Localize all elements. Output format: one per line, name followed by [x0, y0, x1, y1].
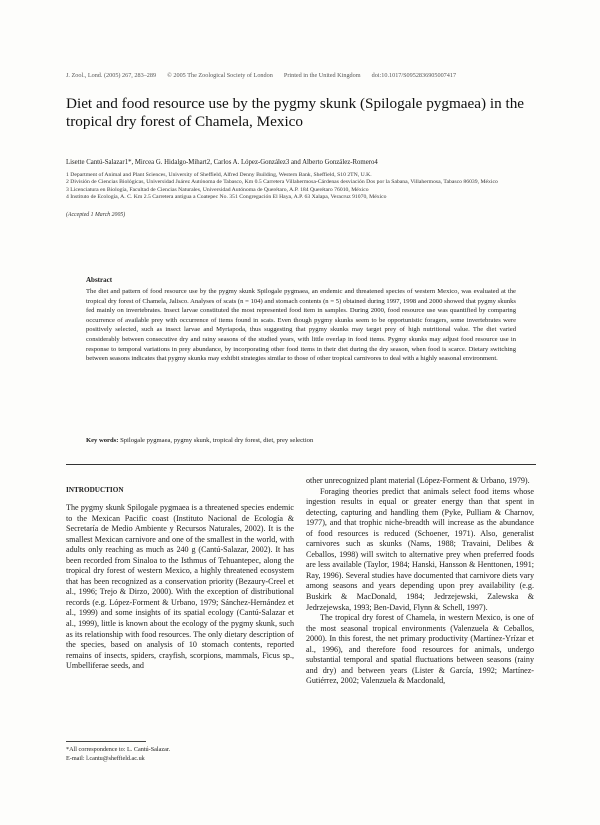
affiliation-3: 3 Licenciatura en Biología, Facultad de Ciencias Naturales, Universidad Autónoma de Querétaro, A.P. 184 Querétaro 76010, México: [66, 186, 369, 193]
introduction-heading: INTRODUCTION: [66, 486, 124, 494]
email-note: E-mail: l.cantu@sheffield.ac.uk: [66, 754, 145, 762]
running-header: [66, 72, 536, 79]
affiliation-4: 4 Instituto de Ecología, A. C. Km 2.5 Carretera antigua a Coatepec No. 351 Congregación El Haya, A.P. 63 Xalapa, Veracruz 91070, México: [66, 194, 387, 201]
abstract-text: The diet and pattern of food resource use by the pygmy skunk Spilogale pygmaea, an endemic and threatened species of western Mexico, was evaluated at the tropical dry forest of Chamela, Jalisco. Analyses of scats (n = 104) and stomach contents (n = 5) obtained during 1997, 1998 and 2000 showed that pygmy skunks fed mainly on invertebrates. Insect larvae constituted the most represented food item in samples. During 2000, food resource use was quantified by comparing occurrence of available prey with occurrence of items found in scats. Even though pygmy skunks seem to be opportunistic foragers, some invertebrates were positively selected, such as insect larvae and Myriapoda, thus suggesting that pygmy skunks may target prey of high nutritional value. The diet varied considerably between consecutive dry and rainy seasons of the studied years, with little overlap in food items. Pygmy skunks may adjust food resource use in response to temporal variations in prey abundance, by incorporating other food items in their diet during the dry season, when food is scarce. Dietary switching between seasons indicates that pygmy skunks may exhibit strategies similar to those of other tropical carnivores to deal with a highly seasonal environment.: [86, 288, 516, 363]
accepted-date: (Accepted 1 March 2005): [66, 212, 126, 218]
intro-paragraph-continued: other unrecognized plant material (López-Forment & Urbano, 1979).: [306, 476, 530, 485]
affiliations: [66, 172, 536, 202]
column-right: [306, 476, 534, 687]
footnote-divider: [66, 741, 146, 742]
affiliation-1: 1 Department of Animal and Plant Sciences, University of Sheffield, Alfred Denny Building, Western Bank, Sheffield, S10 2TN, U.K.: [66, 172, 372, 178]
abstract-heading: Abstract: [86, 276, 113, 284]
intro-paragraph-1: The pygmy skunk Spilogale pygmaea is a threatened species endemic to the Mexican Pacific coast (Instituto Nacional de Ecología & Secretaría de Medio Ambiente y Recursos Naturales, 2002). It is the smallest Mexican carnivore and one of the smallest in the world, with adults only reaching as much as 240 g (Cantú-Salazar, 2002). It has been recorded from Sinaloa to the Isthmus of Tehuantepec, along the tropical dry forest of western Mexico, a highly threatened ecosystem that has been recognized as a conservation priority (Bezaury-Creel et al., 1996; Trejo & Dirzo, 2000). With the exception of distributional records (e.g. López-Forment & Urbano, 1979; Sánchez-Hernández et al., 1999) and some insights of its spatial ecology (Cantú-Salazar et al., 1999), little is known about the ecology of the pygmy skunk, such as its relationship with food resources. The only dietary description of the species, based on analysis of 10 stomach contents, reported remains of insects, spiders, crayfish, scorpions, mammals, Ficus sp., Umbelliferae seeds, and: [66, 503, 294, 671]
paper-title: Diet and food resource use by the pygmy skunk (Spilogale pygmaea) in the tropical dry forest of Chamela, Mexico: [66, 95, 525, 130]
correspondence-note: *All correspondence to: L. Cantú-Salazar.: [66, 746, 171, 753]
intro-paragraph-3: The tropical dry forest of Chamela, in western Mexico, is one of the most seasonal tropical environments (Valenzuela & Ceballos, 2000). In this forest, the net primary productivity (Martínez-Yrízar et al., 1996), and therefore food resources for animals, undergo substantial temporal and spatial fluctuations between seasons (rainy and dry) and between years (Lister & García, 1992; Martínez-Gutiérrez, 2002; Valenzuela & Macdonald,: [306, 613, 534, 686]
affiliation-2: 2 División de Ciencias Biológicas, Universidad Juárez Autónoma de Tabasco, Km 0.5 Carretera Villahermosa-Cárdenas desviación Dos por la Sabana, Villahermosa, Tabasco 86039, México: [66, 179, 498, 186]
keywords: [86, 437, 516, 444]
intro-paragraph-2: Foraging theories predict that animals select food items whose ingestion results in equal or greater energy than that spent in detecting, capturing and handling them (Pyke, Pulliam & Charnov, 1977), and that trophic niche-breadth will increase as the abundance of food resources is reduced (Schoener, 1971). Also, generalist carnivores such as skunks (Nams, 1988; Travaini, Delibes & Ceballos, 1998) will switch to alternative prey when preferred foods are less available (Taylor, 1984; Hanski, Hansson & Henttonen, 1991; Ray, 1996). Several studies have documented that carnivore diets vary among seasons and years depending upon prey availability (e.g. Buskirk & MacDonald, 1984; Jedrzejewski, Zalewska & Jedrzejewska, 1993; Ben-David, Flynn & Schell, 1997).: [306, 486, 534, 612]
column-left: [66, 503, 294, 672]
printed-notice: Printed in the United Kingdom: [283, 72, 361, 79]
author-list: Lisette Cantú-Salazar1*, Mircea G. Hidalgo-Mihart2, Carlos A. López-González3 and Alberto González-Romero4: [66, 159, 378, 166]
copyright-notice: © 2005 The Zoological Society of London: [167, 72, 273, 79]
footnote: [66, 746, 294, 764]
section-divider: [66, 464, 536, 465]
keywords-text: Spilogale pygmaea, pygmy skunk, tropical dry forest, diet, prey selection: [120, 437, 314, 444]
keywords-label: Key words:: [86, 437, 119, 444]
doi: doi:10.1017/S0952836905007417: [371, 72, 457, 79]
journal-citation: J. Zool., Lond. (2005) 267, 283–289: [66, 72, 157, 79]
